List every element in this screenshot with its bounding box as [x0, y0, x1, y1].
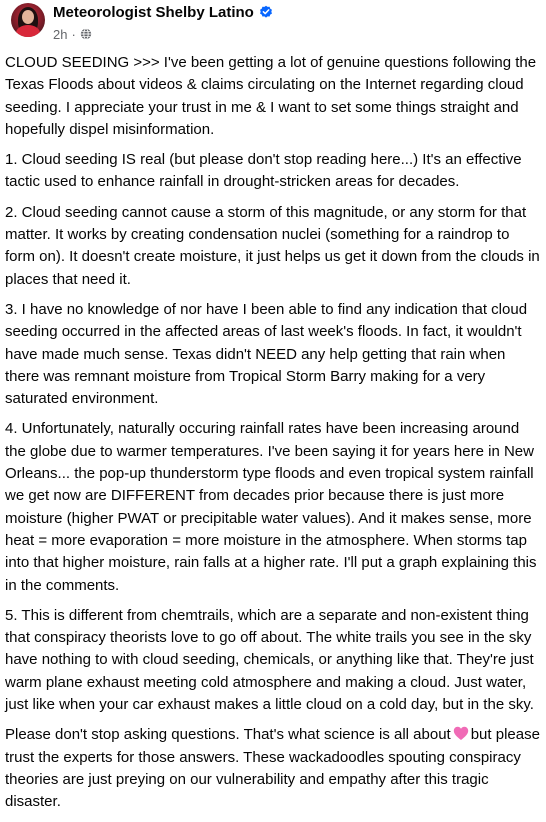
- post-paragraph-2: 2. Cloud seeding cannot cause a storm of this magnitude, or any storm for that matter. It works by creating condensation nuclei (something for a raindrop to form on). It doesn't create moisture, it just helps us get it down from the clouds in places that need it.: [5, 203, 540, 288]
- post-paragraph-5: 5. This is different from chemtrails, which are a separate and non-existent thing that conspiracy theorists love to go off about. The white trails you see in the sky have nothing to with cloud seeding, chemicals, or anything like that. They're just warm plane exhaust meeting cold atmosphere and making a cloud. Just water, just like when your car exhaust makes a little cloud on a cold day, but in the sky.: [5, 606, 534, 714]
- closing-text-after: but please trust the experts for those answers. These wackadoodles spouting conspiracy theories are just preying on our vulnerability and empathy after this tragic disaster.: [5, 726, 540, 811]
- meta-separator: ·: [71, 26, 76, 42]
- author-name[interactable]: Meteorologist Shelby Latino: [53, 3, 254, 21]
- post-paragraph-3: 3. I have no knowledge of nor have I been able to find any indication that cloud seeding occurred in the affected areas of last week's floods. In fact, it wouldn't have made much sense. Texas didn't NEED any help getting that rain when there was remnant moisture from Tropical Storm Barry making for a very saturated environment.: [5, 300, 528, 408]
- avatar-body: [16, 25, 40, 37]
- post-header: [0, 0, 546, 50]
- avatar-face: [22, 10, 34, 24]
- closing-text-before: Please don't stop asking questions. That's what science is all about: [5, 726, 451, 744]
- post-paragraph-1: 1. Cloud seeding IS real (but please don't stop reading here...) It's an effective tactic used to enhance rainfall in drought-stricken areas for decades.: [5, 151, 522, 191]
- post-body: [5, 52, 543, 822]
- globe-icon[interactable]: [80, 28, 92, 40]
- post-paragraph-4: 4. Unfortunately, naturally occuring rainfall rates have been increasing around the globe due to warmer temperatures. I've been saying it for years here in New Orleans... the pop-up thunderstorm type floods and even tropical system rainfall we get now are DIFFERENT from decades prior because there is just more moisture (higher PWAT or precipitable water values). And it makes sense, more heat = more evaporation = more moisture in the atmosphere. When storms tap into that higher moisture, rain falls at a higher rate. I'll put a graph explaining this in the comments.: [5, 420, 537, 594]
- verified-badge-icon: [259, 5, 273, 19]
- post-timestamp[interactable]: 2h: [53, 26, 68, 42]
- post-paragraph-intro: CLOUD SEEDING >>> I've been getting a lot of genuine questions following the Texas Floods about videos & claims circulating on the Internet regarding cloud seeding. I appreciate your trust in me & I want to set some things straight and hopefully dispel misinformation.: [5, 54, 537, 138]
- author-row: [53, 1, 273, 23]
- author-avatar[interactable]: [11, 3, 45, 37]
- post-meta: [53, 26, 92, 42]
- post-paragraph-closing: [5, 724, 543, 813]
- pink-heart-icon: [453, 726, 469, 741]
